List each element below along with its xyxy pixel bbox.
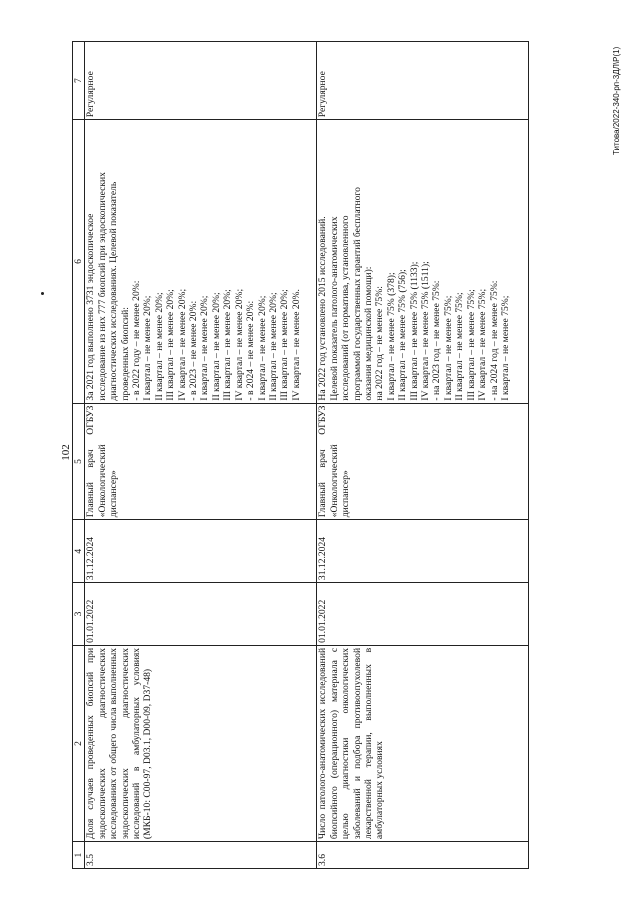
result-line: II квартал – не менее 20%; (267, 292, 279, 401)
plan-table (72, 41, 529, 869)
result-cell (85, 120, 317, 403)
result-line: - на 2024 год – не менее 75%: (488, 280, 500, 401)
table-row (85, 42, 317, 869)
result-line: III квартал – не менее 75% (1133); (408, 261, 420, 401)
result-line: диагностических исследованиях. Целевой показатель (108, 181, 120, 401)
result-line: - в 2022 году – не менее 20%: (131, 280, 143, 401)
result-line: Целевой показатель патолого-анатомических (328, 216, 340, 401)
result-line: IV квартал – не менее 75% (1511); (420, 261, 432, 401)
end-date: 31.12.2024 (317, 520, 529, 583)
result-line: оказания медицинской помощи): (363, 266, 375, 401)
header-col-3: 3 (73, 583, 85, 646)
header-col-7: 7 (73, 42, 85, 120)
result-line: исследование из них 777 биопсий при эндоскопических (96, 172, 108, 401)
result-line: на 2022 год – не менее 75%: (374, 286, 386, 401)
result-line: III квартал – не менее 20%; (165, 289, 177, 401)
result-line: программой государственных гарантий бесплатного (351, 187, 363, 401)
result-line: II квартал – не менее 75% (756); (397, 269, 409, 401)
result-line: - в 2024 – не менее 20%: (245, 300, 257, 401)
start-date: 01.01.2022 (317, 583, 529, 646)
header-col-6: 6 (73, 120, 85, 403)
start-date: 01.01.2022 (85, 583, 317, 646)
header-col-4: 4 (73, 520, 85, 583)
document-footer: Титова/2022-340-рп-3ДЛ\Р(1) (612, 46, 621, 155)
result-line: III квартал – не менее 20%; (222, 289, 234, 401)
row-number: 3.5 (85, 842, 317, 869)
result-line: I квартал – не менее 20%; (256, 295, 268, 401)
periodicity-cell: Регулярное (317, 42, 529, 120)
result-line: - в 2023 – не менее 20%: (188, 300, 200, 401)
result-line: проведенных биопсий: (119, 307, 131, 401)
result-line: IV квартал – не менее 75%; (477, 288, 489, 401)
responsible-cell: Главный врач ОГБУЗ «Онкологический диспансер» (317, 403, 529, 520)
scan-speck (41, 292, 44, 295)
result-line: - на 2023 год – не менее 75%: (431, 280, 443, 401)
periodicity-cell: Регулярное (85, 42, 317, 120)
responsible-cell: Главный врач ОГБУЗ «Онкологический диспансер» (85, 403, 317, 520)
result-line: IV квартал – не менее 20%; (233, 288, 245, 401)
result-line: II квартал – не менее 75%; (454, 292, 466, 401)
result-line: II квартал – не менее 20%; (153, 292, 165, 401)
result-line: III квартал – не менее 75%; (465, 289, 477, 401)
result-line: исследований (от норматива, установленного (340, 215, 352, 401)
header-col-1: 1 (73, 842, 85, 869)
result-cell (317, 120, 529, 403)
result-line: II квартал – не менее 20%; (210, 292, 222, 401)
table-row (317, 42, 529, 869)
result-line: На 2022 год установлено 2015 исследований. (317, 216, 329, 401)
header-col-2: 2 (73, 645, 85, 841)
result-line: I квартал – не менее 75%; (442, 295, 454, 401)
result-line: I квартал – не менее 20%; (142, 295, 154, 401)
header-row (73, 42, 85, 869)
result-line: IV квартал – не менее 20%; (176, 288, 188, 401)
result-line: I квартал – не менее 75% (378); (385, 272, 397, 401)
header-col-5: 5 (73, 403, 85, 520)
page-number: 102 (60, 444, 72, 461)
row-number: 3.6 (317, 842, 529, 869)
result-line: За 2021 год выполнено 3731 эндоскопическое (85, 213, 97, 401)
end-date: 31.12.2024 (85, 520, 317, 583)
result-line: I квартал – не менее 20%; (199, 295, 211, 401)
result-line: I квартал – не менее 75%; (499, 295, 511, 401)
result-line: IV квартал – не менее 20%. (290, 289, 302, 401)
result-line: III квартал – не менее 20%; (279, 289, 291, 401)
indicator-cell: Доля случаев проведенных биопсий при эндоскопических диагностических исследованиях от общего числа выполненных эндоскопических диагностических исследований в амбулаторных условиях (МКБ-10: C00-97, D03.1, D00-09, D37-48) (85, 645, 317, 841)
indicator-cell: Число патолого-анатомических исследований биопсийного (операционного) материала с целью диагностики онкологических заболеваний и подбора противоопухолевой лекарственной терапии, выполненных в амбулаторных условиях (317, 645, 529, 841)
